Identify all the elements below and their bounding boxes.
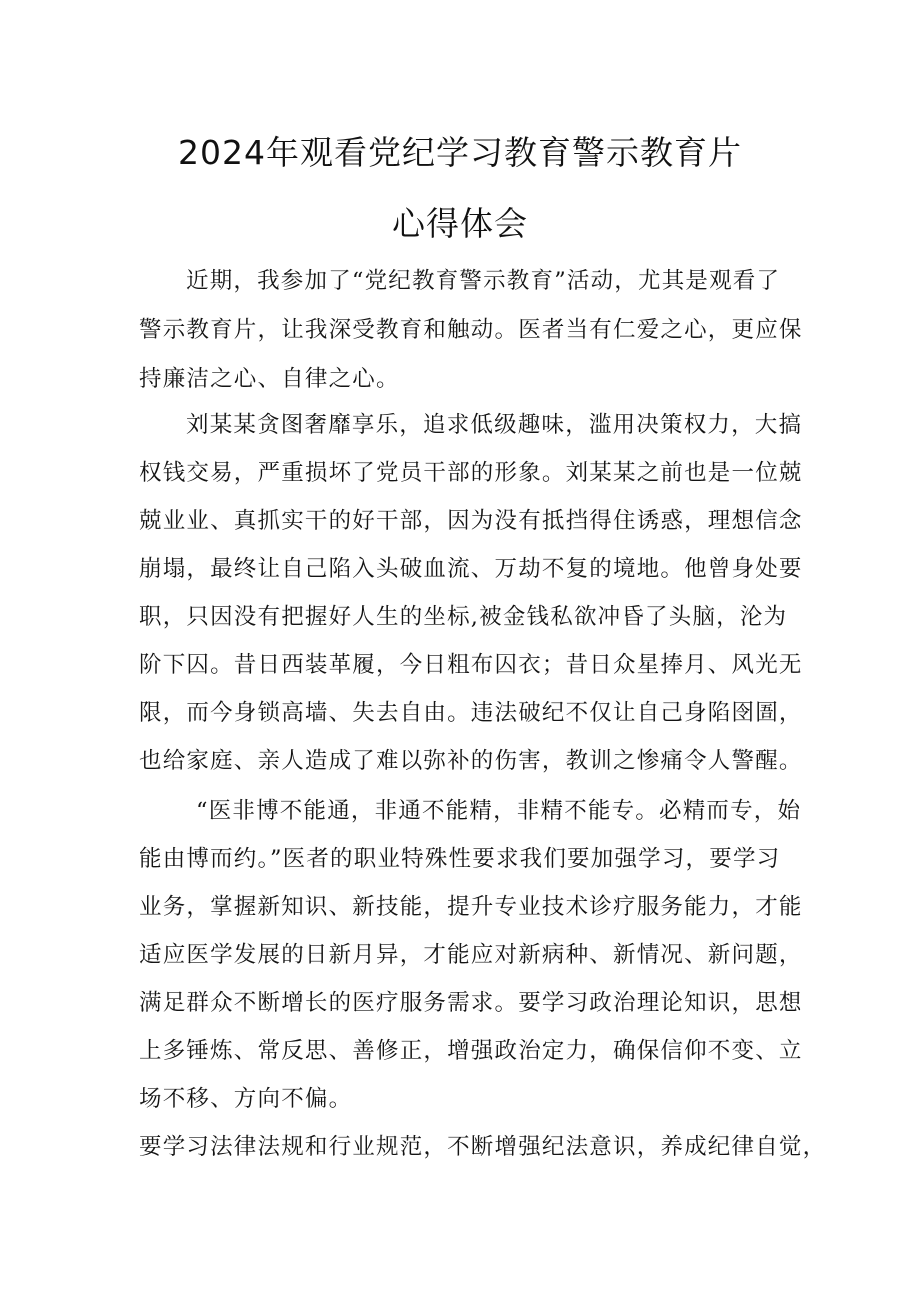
paragraph-line: 阶下囚。昔日西装革履，今日粗布囚衣；昔日众星捧月、风光无 (139, 652, 803, 678)
paragraph-line: 持廉洁之心、自律之心。 (139, 366, 400, 392)
paragraph-line: 近期，我参加了“党纪教育警示教育”活动，尤其是观看了 (186, 268, 781, 294)
paragraph-line: 能由博而约。”医者的职业特殊性要求我们要加强学习，要学习 (139, 846, 781, 872)
paragraph-line: 刘某某贪图奢靡享乐，追求低级趣味，滥用决策权力，大搞 (186, 412, 803, 438)
document-title-line-1: 2024年观看党纪学习教育警示教育片 (178, 133, 742, 172)
paragraph-line: 权钱交易，严重损坏了党员干部的形象。刘某某之前也是一位兢 (139, 460, 803, 486)
paragraph-line: 上多锤炼、常反思、善修正，增强政治定力，确保信仰不变、立 (139, 1038, 803, 1064)
paragraph-line: 兢业业、真抓实干的好干部，因为没有抵挡得住诱惑，理想信念 (139, 508, 803, 534)
paragraph-line: 职，只因没有把握好人生的坐标,被金钱私欲冲昏了头脑，沦为 (139, 604, 788, 630)
document-title-line-2: 心得体会 (392, 204, 528, 243)
paragraph-line: 满足群众不断增长的医疗服务需求。要学习政治理论知识，思想 (139, 990, 803, 1016)
paragraph-line: 警示教育片，让我深受教育和触动。医者当有仁爱之心，更应保 (139, 317, 803, 343)
paragraph-line: 也给家庭、亲人造成了难以弥补的伤害，教训之惨痛令人警醒。 (139, 748, 803, 774)
paragraph-line: 适应医学发展的日新月异，才能应对新病种、新情况、新问题， (139, 942, 803, 968)
paragraph-line: “医非博不能通，非通不能精，非精不能专。必精而专，始 (196, 798, 802, 824)
paragraph-line: 限，而今身锁高墙、失去自由。违法破纪不仅让自己身陷囹圄， (139, 700, 803, 726)
paragraph-line: 业务，掌握新知识、新技能，提升专业技术诊疗服务能力，才能 (139, 894, 803, 920)
paragraph-line: 场不移、方向不偏。 (139, 1086, 353, 1112)
paragraph-line: 崩塌，最终让自己陷入头破血流、万劫不复的境地。他曾身处要 (139, 556, 803, 582)
paragraph-line: 要学习法律法规和行业规范，不断增强纪法意识，养成纪律自觉， (139, 1134, 827, 1160)
